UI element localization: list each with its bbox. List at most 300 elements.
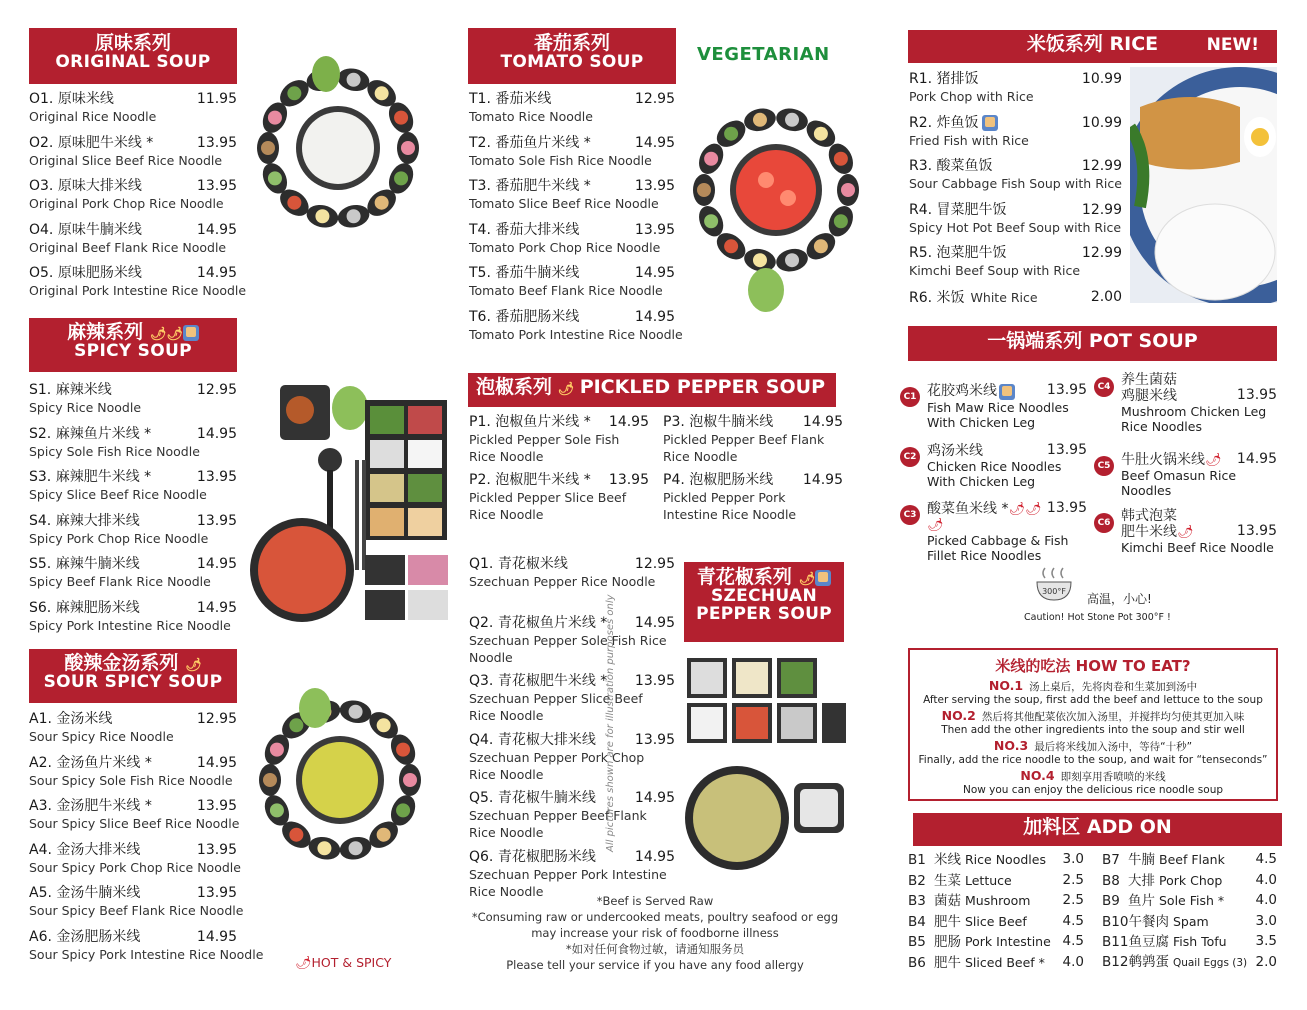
menu-item-name-cn-wrap xyxy=(909,71,979,88)
menu-item-price: 14.95 xyxy=(196,425,237,442)
menu-item-name-en: Pickled Pepper Beef Flank Rice Noodle xyxy=(663,432,825,464)
menu-item-name-cn: P4. 泡椒肥肠米线 xyxy=(663,472,774,488)
menu-item-price: 14.95 xyxy=(634,848,675,865)
hot-pot-temp: 300°F xyxy=(1042,587,1066,596)
add-on-cn: 午餐肉 xyxy=(1128,913,1169,930)
add-on-item-label xyxy=(1102,912,1209,933)
menu-item[interactable] xyxy=(909,115,1122,149)
side-dish-food xyxy=(753,253,767,267)
side-dish-food xyxy=(724,239,738,253)
menu-item[interactable] xyxy=(29,91,237,125)
menu-item-name-cn: R3. 酸菜鱼饭 xyxy=(909,158,993,175)
menu-item-name-en: Original Rice Noodle xyxy=(29,109,157,124)
hot-warning-cn: 高温，小心! xyxy=(1087,592,1152,606)
menu-item-row xyxy=(29,513,237,530)
header-cn: 泡椒系列 xyxy=(476,376,553,398)
szechuan-header xyxy=(684,562,844,642)
menu-item-name-cn: 鸡汤米线 xyxy=(927,443,983,459)
menu-item-name-cn: A4. 金汤大排米线 xyxy=(29,841,141,858)
menu-item-row xyxy=(29,426,237,443)
menu-item-price: 13.95 xyxy=(1236,523,1277,539)
menu-item[interactable] xyxy=(469,615,675,666)
add-on-item[interactable] xyxy=(908,850,1084,871)
menu-item-name-en: Tomato Pork Intestine Rice Noodle xyxy=(469,326,683,342)
side-dish-food xyxy=(268,111,282,125)
menu-item[interactable] xyxy=(29,222,237,256)
how-step-number: NO.4 xyxy=(1020,768,1055,783)
add-on-cn: 肥牛 xyxy=(934,954,961,971)
how-step xyxy=(910,769,1276,796)
add-on-cn: 菌菇 xyxy=(934,893,961,909)
item-badge: C5 xyxy=(1094,456,1114,476)
menu-item-name-cn: T6. 番茄肥肠米线 xyxy=(469,308,580,325)
thumbs-up-icon xyxy=(183,325,199,341)
add-on-item-label xyxy=(908,953,1045,974)
menu-item-price: 14.95 xyxy=(196,221,237,238)
item-badge: C4 xyxy=(1094,377,1114,397)
add-on-item[interactable] xyxy=(908,871,1084,892)
menu-item-row xyxy=(29,600,237,617)
menu-item-name-cn: T5. 番茄牛腩米线 xyxy=(469,265,580,281)
menu-item-price: 13.95 xyxy=(634,673,675,689)
menu-item-name-cn: S6. 麻辣肥肠米线 xyxy=(29,599,140,616)
menu-item-price: 14.95 xyxy=(196,754,237,771)
add-on-item-label xyxy=(1102,891,1224,912)
menu-item-name-cn: 牛肚火锅米线 xyxy=(1121,452,1205,468)
menu-item-row xyxy=(29,469,237,486)
side-dish-food xyxy=(396,803,410,817)
item-badge: C2 xyxy=(900,447,920,467)
add-on-en: Sole Fish * xyxy=(1159,893,1225,908)
menu-item-name-en: Spicy Sole Fish Rice Noodle xyxy=(29,443,200,459)
sour-spicy-soup-image xyxy=(240,680,440,880)
menu-item-price: 10.99 xyxy=(1081,114,1122,131)
add-on-cn: 肥牛 xyxy=(934,913,961,930)
add-on-price: 4.0 xyxy=(1255,871,1277,888)
raw-warning-note-2: may increase your risk of foodborne illness xyxy=(531,926,779,940)
menu-item-row xyxy=(29,222,237,239)
how-title-en: HOW TO EAT? xyxy=(1075,657,1191,675)
add-on-price: 2.5 xyxy=(1062,892,1084,908)
side-dish-food xyxy=(315,209,329,223)
how-step-line xyxy=(910,709,1276,724)
menu-item-row xyxy=(29,755,237,772)
how-step-en: Now you can enjoy the delicious rice noodle soup xyxy=(962,784,1224,796)
menu-item-price: 14.95 xyxy=(634,308,675,325)
header-en2: PEPPER SOUP xyxy=(696,603,832,624)
side-dish-food xyxy=(814,127,828,141)
menu-item-row xyxy=(469,732,675,749)
menu-item-row xyxy=(909,202,1122,219)
header-cn: 米饭系列 xyxy=(1026,33,1103,55)
menu-item-name-cn: O4. 原味牛腩米线 xyxy=(29,221,142,238)
menu-item[interactable] xyxy=(469,849,675,900)
how-step xyxy=(910,679,1276,706)
menu-item-price: 13.95 xyxy=(1046,500,1087,516)
menu-item-row xyxy=(469,849,675,866)
header-cn: 麻辣系列 xyxy=(67,321,144,343)
menu-item[interactable] xyxy=(29,841,241,876)
menu-item-name-en: Sour Spicy Sole Fish Rice Noodle xyxy=(29,772,233,788)
add-on-price: 2.5 xyxy=(1062,871,1084,888)
add-on-code: B5 xyxy=(908,934,926,950)
side-dish-food xyxy=(785,113,799,127)
menu-item[interactable] xyxy=(469,556,675,590)
add-on-code: B6 xyxy=(908,954,926,971)
header-cn: 加料区 xyxy=(1023,816,1081,838)
menu-item[interactable] xyxy=(909,71,1122,105)
menu-item-name-en: Sour Spicy Beef Flank Rice Noodle xyxy=(29,903,244,918)
menu-item-name-en: Szechuan Pepper Pork Intestine Rice Noodle xyxy=(469,866,667,899)
menu-item[interactable] xyxy=(29,426,237,460)
menu-item[interactable] xyxy=(927,383,1087,430)
menu-item-price: 13.95 xyxy=(634,178,675,194)
menu-item[interactable] xyxy=(29,885,244,919)
menu-item-row xyxy=(469,222,675,239)
menu-item-name-cn: P2. 泡椒肥牛米线 * xyxy=(469,472,591,488)
chili-icon: 🌶 xyxy=(185,658,202,673)
menu-item-price: 13.95 xyxy=(196,841,237,858)
add-on-item[interactable] xyxy=(1102,932,1277,953)
menu-item-name-en-2: Noodles xyxy=(1121,483,1172,498)
thumbs-up-icon xyxy=(982,115,998,131)
menu-item-name-en-2: With Chicken Leg xyxy=(927,414,1036,430)
add-on-en: Spam xyxy=(1172,913,1209,929)
menu-item-name-en: Szechuan Pepper Sole Fish Rice Noodle xyxy=(469,632,667,665)
menu-item-name-cn: P1. 泡椒鱼片米线 * xyxy=(469,414,591,430)
menu-item-name-en: Szechuan Pepper Beef Flank Rice Noodle xyxy=(469,808,647,840)
menu-item-name-en: Szechuan Pepper Slice Beef Rice Noodle xyxy=(469,691,643,723)
how-step-number: NO.2 xyxy=(941,708,976,723)
menu-item[interactable] xyxy=(29,469,237,503)
add-on-en: Rice Noodles xyxy=(965,852,1046,867)
menu-item-name-cn: Q6. 青花椒肥肠米线 xyxy=(469,848,596,865)
menu-item-name-en: Original Slice Beef Rice Noodle xyxy=(29,152,223,168)
side-dish-food xyxy=(268,171,282,185)
header-cn: 青花椒系列 xyxy=(696,566,792,588)
side-dish-food xyxy=(704,214,718,228)
how-step-line xyxy=(910,679,1276,694)
menu-item-row xyxy=(469,309,675,326)
how-step-cn: 然后将其他配菜依次加入汤里，并搅拌均匀使其更加入味 xyxy=(981,711,1245,723)
menu-item-price: 13.95 xyxy=(196,178,237,194)
menu-item-name-cn: R1. 猪排饭 xyxy=(909,71,979,87)
add-on-price: 3.0 xyxy=(1062,851,1084,867)
add-on-item[interactable] xyxy=(1102,871,1277,892)
add-on-en: Lettuce xyxy=(965,872,1012,888)
menu-item-price: 10.99 xyxy=(1081,71,1122,87)
side-dish-food xyxy=(347,209,361,223)
menu-item-name-cn: T4. 番茄大排米线 xyxy=(469,221,580,238)
how-step xyxy=(910,739,1276,766)
menu-item-name-cn: T3. 番茄肥牛米线 * xyxy=(469,178,591,194)
side-dish-food xyxy=(263,773,277,787)
side-dish-food xyxy=(834,214,848,228)
add-on-item[interactable] xyxy=(908,953,1084,974)
side-dish-food xyxy=(394,111,408,125)
menu-item-price: 14.95 xyxy=(1236,451,1277,467)
menu-item[interactable] xyxy=(29,382,237,416)
menu-item-price: 12.95 xyxy=(196,711,237,727)
menu-item[interactable] xyxy=(909,289,1122,307)
side-dish-food xyxy=(697,183,711,197)
menu-item-row xyxy=(469,673,675,690)
side-dish-food xyxy=(289,828,303,842)
allergy-note-en: Please tell your service if you have any food allergy xyxy=(506,958,804,972)
menu-item-row xyxy=(927,443,1087,459)
menu-item-name-en: Original Pork Chop Rice Noodle xyxy=(29,196,224,211)
add-on-price: 2.0 xyxy=(1255,953,1277,970)
how-step-number: NO.1 xyxy=(988,678,1024,693)
menu-item[interactable] xyxy=(1121,509,1277,555)
menu-item-price: 14.95 xyxy=(196,265,237,281)
menu-item-name-en: Tomato Beef Flank Rice Noodle xyxy=(469,283,663,298)
add-on-cn: 生菜 xyxy=(934,872,961,889)
add-on-en: Beef Flank xyxy=(1159,852,1225,867)
menu-item-name-en: Pickled Pepper Slice Beef Rice Noodle xyxy=(469,490,627,522)
menu-item[interactable] xyxy=(909,158,1122,192)
menu-item-name-cn: O5. 原味肥肠米线 xyxy=(29,265,142,281)
new-badge: NEW! xyxy=(1206,35,1259,55)
menu-item[interactable] xyxy=(29,178,237,212)
spicy-soup-image xyxy=(250,380,450,630)
menu-item-price: 13.95 xyxy=(634,731,675,748)
menu-item-row xyxy=(29,842,237,859)
menu-item-name-cn-wrap xyxy=(909,202,1007,219)
item-badge: C6 xyxy=(1094,513,1114,533)
side-dish-food xyxy=(753,113,767,127)
menu-item[interactable] xyxy=(469,222,675,256)
rice-header xyxy=(908,30,1277,63)
header-en: ADD ON xyxy=(1086,816,1172,838)
menu-item-name-cn-wrap xyxy=(909,158,993,175)
menu-item-name-cn: O1. 原味米线 xyxy=(29,91,114,107)
side-dish-food xyxy=(270,803,284,817)
menu-item-name-en-1: Fish Maw Rice Noodles xyxy=(927,399,1069,415)
szechuan-soup-image xyxy=(682,648,848,873)
menu-item[interactable] xyxy=(663,472,843,523)
side-dish-food xyxy=(349,841,363,855)
side-dish-food xyxy=(704,152,718,166)
menu-item-name-cn-wrap xyxy=(909,115,998,132)
menu-item-name-cn: A2. 金汤鱼片米线 * xyxy=(29,754,152,771)
menu-item-name-en: Sour Spicy Slice Beef Rice Noodle xyxy=(29,816,240,831)
side-dish-food xyxy=(814,239,828,253)
menu-item-row xyxy=(29,178,237,195)
add-on-price: 4.5 xyxy=(1062,933,1084,949)
add-on-list-right xyxy=(1102,850,1277,973)
chili-icon: 🌶 xyxy=(798,572,816,587)
menu-item-name-cn: Q1. 青花椒米线 xyxy=(469,556,568,572)
menu-item-row xyxy=(909,71,1122,88)
menu-item-name-cn: A6. 金汤肥肠米线 xyxy=(29,928,141,945)
raw-warning-note: *Consuming raw or undercooked meats, poultry seafood or egg xyxy=(471,910,839,924)
menu-item-name-cn: 酸菜鱼米线 * xyxy=(927,501,1009,517)
add-on-cn: 大排 xyxy=(1128,872,1155,889)
menu-item[interactable] xyxy=(927,443,1087,489)
add-on-code: B2 xyxy=(908,872,926,889)
menu-item-price: 14.95 xyxy=(802,472,843,488)
menu-item-name-en: Szechuan Pepper Rice Noodle xyxy=(469,574,656,589)
menu-item-row xyxy=(29,135,237,152)
menu-item-price: 14.95 xyxy=(802,414,843,430)
menu-item-price: 13.95 xyxy=(1236,387,1277,403)
add-on-item[interactable] xyxy=(1102,912,1277,933)
item-badge: C3 xyxy=(900,505,920,525)
menu-item[interactable] xyxy=(469,472,649,523)
hot-pot-icon xyxy=(1029,566,1079,606)
menu-item[interactable] xyxy=(469,790,675,841)
menu-item[interactable] xyxy=(909,245,1122,279)
menu-item-row xyxy=(29,885,237,902)
menu-item[interactable] xyxy=(469,732,675,783)
menu-item[interactable] xyxy=(29,798,240,832)
menu-item-name-en: Spicy Hot Pot Beef Soup with Rice xyxy=(909,219,1122,235)
menu-item-row xyxy=(29,556,237,573)
side-dish-food xyxy=(401,141,415,155)
menu-item[interactable] xyxy=(29,711,237,745)
menu-item[interactable] xyxy=(29,928,264,963)
add-on-item[interactable] xyxy=(908,891,1084,912)
side-dish-food xyxy=(377,828,391,842)
menu-item-row xyxy=(663,472,843,489)
menu-item[interactable] xyxy=(909,202,1122,236)
header-en: SOUR SPICY SOUP xyxy=(43,671,223,692)
menu-item[interactable] xyxy=(29,556,237,590)
menu-item[interactable] xyxy=(469,135,675,169)
add-on-price: 4.0 xyxy=(1062,953,1084,970)
add-on-item[interactable] xyxy=(1102,850,1277,871)
menu-item-row xyxy=(1121,524,1277,540)
add-on-code: B10 xyxy=(1102,913,1129,930)
tomato-soup-header xyxy=(468,28,676,84)
side-dish-food xyxy=(396,743,410,757)
add-on-price: 3.5 xyxy=(1255,933,1277,949)
menu-item-name-cn: Q5. 青花椒牛腩米线 xyxy=(469,790,596,806)
add-on-item[interactable] xyxy=(908,912,1084,933)
menu-item-name-en: Pickled Pepper Pork Intestine Rice Noodle xyxy=(663,490,797,522)
menu-item-name-cn-wrap xyxy=(927,383,1015,400)
add-on-code: B9 xyxy=(1102,893,1120,909)
pot-soup-header xyxy=(908,326,1277,361)
rice-dish-image xyxy=(1130,67,1277,303)
menu-item-name-cn: R4. 冒菜肥牛饭 xyxy=(909,201,1007,218)
menu-item-row xyxy=(29,91,237,108)
menu-item-row xyxy=(1121,452,1277,468)
header-cn: 番茄系列 xyxy=(533,32,610,54)
menu-item-row xyxy=(469,615,675,632)
menu-item[interactable] xyxy=(1121,373,1277,434)
header-en: TOMATO SOUP xyxy=(500,51,644,72)
add-on-cn: 鱼片 xyxy=(1128,893,1155,909)
menu-item[interactable] xyxy=(927,501,1087,563)
how-step-cn: 最后将米线加入汤中，等待“十秒” xyxy=(1034,741,1193,753)
menu-item[interactable] xyxy=(469,414,649,465)
menu-item-name-en: White Rice xyxy=(970,290,1038,305)
header-en: ORIGINAL SOUP xyxy=(55,51,211,72)
menu-item-name-cn: S1. 麻辣米线 xyxy=(29,382,112,398)
menu-item-row xyxy=(469,556,675,573)
add-on-cn: 鹌鹑蛋 xyxy=(1128,953,1169,970)
menu-item-price: 12.95 xyxy=(196,382,237,398)
menu-item-name-cn: Q3. 青花椒肥牛米线 * xyxy=(469,673,608,689)
thumbs-up-icon xyxy=(999,384,1015,400)
add-on-en: Pork Intestine xyxy=(965,934,1051,949)
add-on-item[interactable] xyxy=(908,932,1084,953)
menu-item[interactable] xyxy=(469,265,675,299)
menu-item[interactable] xyxy=(29,600,237,634)
side-dish-food xyxy=(394,171,408,185)
menu-item-row xyxy=(909,158,1122,175)
pickled-pepper-header xyxy=(468,373,836,407)
menu-item-price: 14.95 xyxy=(196,599,237,616)
menu-item[interactable] xyxy=(663,414,843,465)
menu-item[interactable] xyxy=(29,265,247,299)
menu-item-row xyxy=(909,245,1122,262)
menu-item[interactable] xyxy=(29,135,237,169)
add-on-list-left xyxy=(908,850,1084,973)
side-dish-food xyxy=(347,73,361,87)
menu-item-price: 13.95 xyxy=(196,512,237,529)
menu-item-name-cn: O2. 原味肥牛米线 * xyxy=(29,134,154,151)
add-on-cn: 米线 xyxy=(934,852,961,868)
menu-item[interactable] xyxy=(29,755,237,789)
add-on-item[interactable] xyxy=(1102,891,1277,912)
menu-item-row xyxy=(663,414,843,431)
menu-item-price: 14.95 xyxy=(196,556,237,572)
hot-spicy-legend xyxy=(295,955,391,971)
side-dish-food xyxy=(375,196,389,210)
menu-item-name-en-2: Fillet Rice Noodles xyxy=(927,548,1042,563)
add-on-code: B8 xyxy=(1102,872,1120,889)
menu-item[interactable] xyxy=(1121,452,1277,498)
menu-item-name-cn: 鸡腿米线 xyxy=(1121,388,1177,404)
original-soup-header xyxy=(29,28,237,84)
vegetarian-label: VEGETARIAN xyxy=(697,44,830,65)
menu-item-name-cn: S2. 麻辣鱼片米线 * xyxy=(29,425,152,442)
menu-item-name-cn: A1. 金汤米线 xyxy=(29,711,113,727)
menu-item-name-en: Spicy Pork Chop Rice Noodle xyxy=(29,530,209,546)
add-on-item-label xyxy=(1102,871,1222,892)
menu-item[interactable] xyxy=(469,308,683,343)
side-dish-food xyxy=(270,743,284,757)
menu-item[interactable] xyxy=(469,91,675,125)
menu-item-row xyxy=(927,501,1087,533)
add-on-item[interactable] xyxy=(1102,953,1277,974)
menu-item-name-en-1: Mushroom Chicken Leg xyxy=(1121,404,1267,419)
menu-item-name-cn: T1. 番茄米线 xyxy=(469,91,552,107)
menu-item-row xyxy=(469,265,675,282)
header-cn: 一锅端系列 xyxy=(987,330,1083,352)
menu-item[interactable] xyxy=(469,178,675,212)
side-dish-food xyxy=(724,127,738,141)
side-dish-food xyxy=(317,841,331,855)
menu-item-price: 14.95 xyxy=(608,414,649,430)
menu-item-name-cn: A5. 金汤牛腩米线 xyxy=(29,885,141,901)
header-en: POT SOUP xyxy=(1088,330,1198,352)
menu-item-row xyxy=(29,929,237,946)
beef-raw-note: *Beef is Served Raw xyxy=(596,894,714,908)
side-dish-food xyxy=(287,196,301,210)
menu-item[interactable] xyxy=(469,673,675,724)
menu-item-name-en-2: With Chicken Leg xyxy=(927,474,1036,489)
header-en: PICKLED PEPPER SOUP xyxy=(579,376,825,398)
add-on-item-label xyxy=(1102,850,1225,871)
sour-spicy-soup-header xyxy=(29,649,237,703)
hot-warning-en: Caution! Hot Stone Pot 300°F ! xyxy=(1024,612,1171,623)
menu-item[interactable] xyxy=(29,513,237,547)
add-on-code: B7 xyxy=(1102,852,1120,868)
